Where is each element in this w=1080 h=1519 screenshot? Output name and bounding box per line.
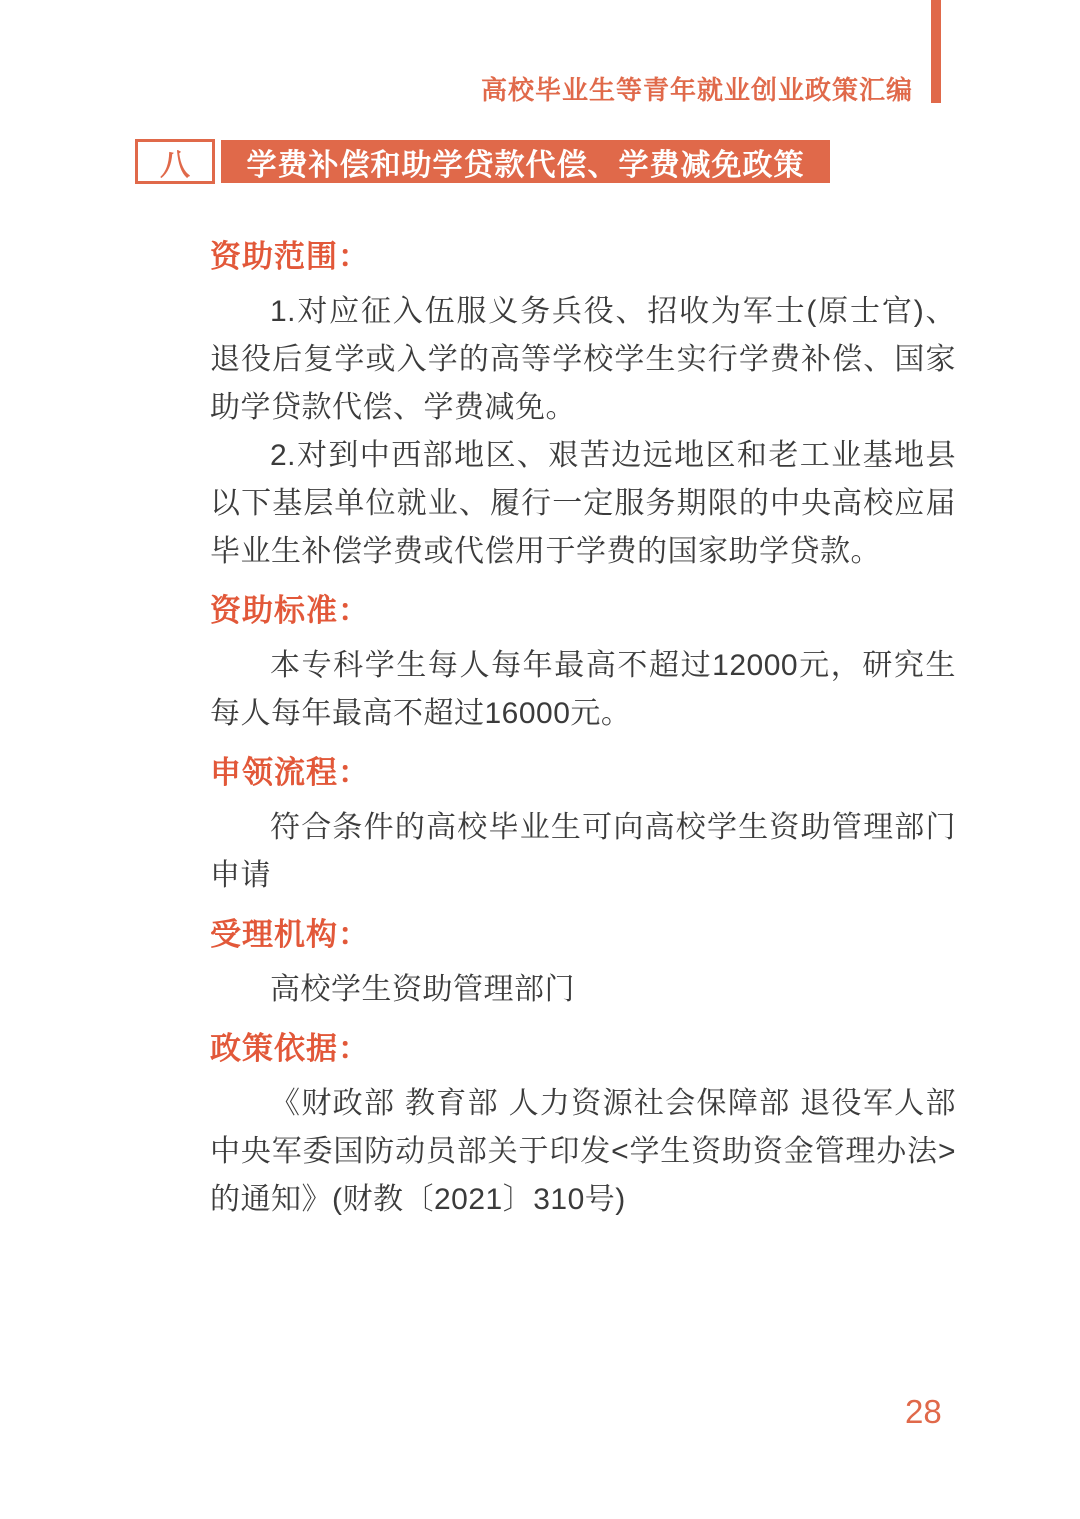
section-paragraph: 符合条件的高校毕业生可向高校学生资助管理部门申请	[210, 811, 956, 892]
section-heading: 政策依据：	[210, 1031, 370, 1066]
section-number: 八	[160, 148, 190, 182]
section-number-box	[135, 139, 215, 184]
content-sections	[210, 222, 956, 1224]
section-heading: 受理机构：	[210, 917, 370, 952]
section-paragraph: 2.对到中西部地区、艰苦边远地区和老工业基地县以下基层单位就业、履行一定服务期限的中央高校应届毕业生补偿学费或代偿用于学费的国家助学贷款。	[210, 439, 956, 568]
section-header	[135, 139, 830, 184]
section-heading: 资助标准：	[210, 593, 370, 628]
header-accent-bar	[931, 0, 941, 103]
section-paragraph: 1.对应征入伍服义务兵役、招收为军士(原士官)、退役后复学或入学的高等学校学生实行学费补偿、国家助学贷款代偿、学费减免。	[210, 295, 956, 424]
page-number: 28	[905, 1393, 942, 1430]
section-paragraph: 高校学生资助管理部门	[270, 973, 575, 1006]
section-heading: 资助范围：	[210, 239, 370, 274]
section-heading: 申领流程：	[210, 755, 370, 790]
section-paragraph: 《财政部 教育部 人力资源社会保障部 退役军人部 中央军委国防动员部关于印发<学生资助资金管理办法>的通知》(财教〔2021〕310号)	[210, 1087, 956, 1216]
booklet-title: 高校毕业生等青年就业创业政策汇编	[480, 75, 913, 105]
section-title-banner	[221, 140, 830, 183]
section-paragraph: 本专科学生每人每年最高不超过12000元，研究生每人每年最高不超过16000元。	[210, 649, 956, 730]
section-title: 学费补偿和助学贷款代偿、学费减免政策	[246, 148, 805, 182]
